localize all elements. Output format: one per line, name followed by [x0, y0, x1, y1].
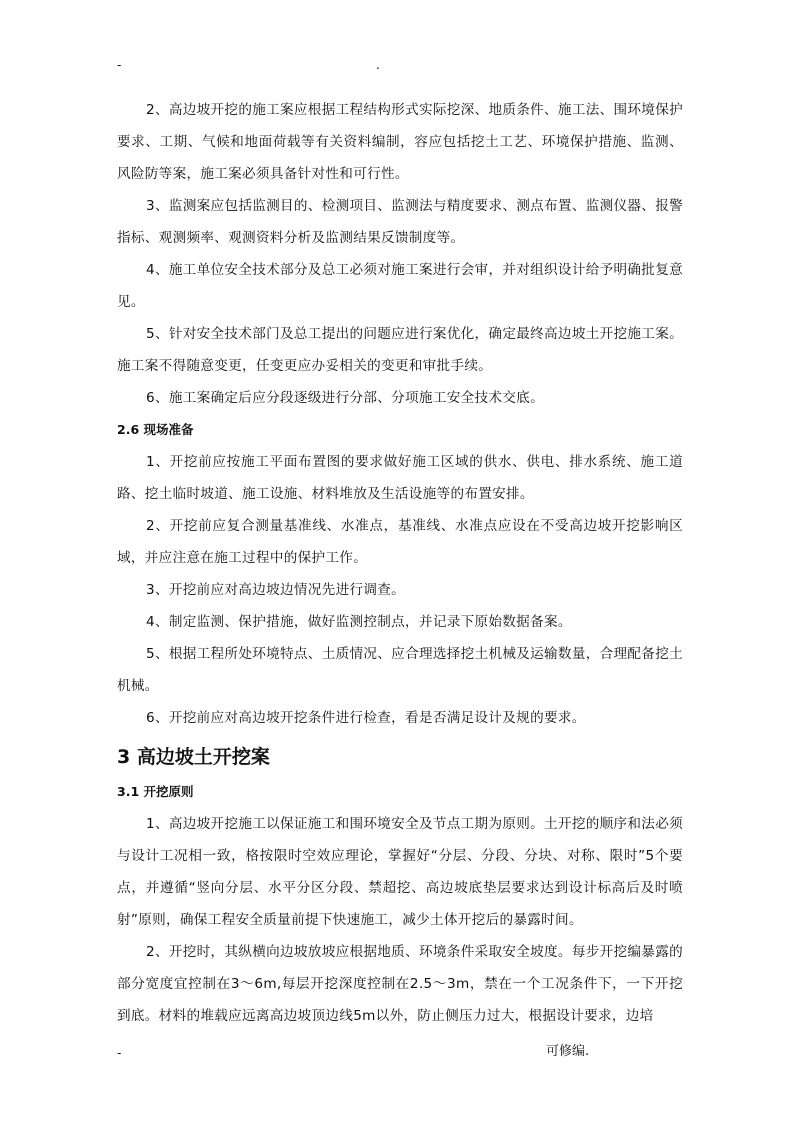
section-heading-3: 3 高边坡土开挖案 — [117, 746, 270, 768]
paragraph-plan-optimization: 5、针对安全技术部门及总工提出的问题应进行案优化，确定最终高边坡土开挖施工案。施工案不得随意变更，任变更应办妥相关的变更和审批手续。 — [117, 326, 683, 374]
paragraph-excavation-principle: 1、高边坡开挖施工以保证施工和围环境安全及节点工期为原则。土开挖的顺序和法必须与设计工况相一致，格按限时空效应理论，掌握好“分层、分段、分块、对称、限时”5个要点，并遵循“竖向分层、水平分区分段、禁超挖、高边坡底垫层要求达到设计标高后及时喷射”原则，确保工程安全质量前提下快速施工，减少土体开挖后的暴露时间。 — [117, 816, 683, 928]
paragraph-condition-check: 6、开挖前应对高边坡开挖条件进行检查，看是否满足设计及规的要求。 — [146, 710, 586, 726]
paragraph-plan-review: 4、施工单位安全技术部分及总工必须对施工案进行会审，并对组织设计给予明确批复意见。 — [117, 262, 683, 310]
paragraph-machinery: 5、根据工程所处环境特点、土质情况、应合理选择挖土机械及运输数量，合理配备挖土机械。 — [117, 646, 683, 694]
paragraph-safety-briefing: 6、施工案确定后应分段逐级进行分部、分项施工安全技术交底。 — [146, 390, 544, 406]
section-heading-3-1: 3.1 开挖原则 — [117, 784, 194, 799]
header-left-mark: - — [117, 58, 122, 72]
header-right-mark: . — [376, 58, 380, 72]
footer-editable-note: 可修编. — [546, 1044, 590, 1059]
paragraph-survey-check: 2、开挖前应复合测量基准线、水准点，基准线、水准点应设在不受高边坡开挖影响区域，并应注意在施工过程中的保护工作。 — [117, 518, 683, 566]
paragraph-site-layout: 1、开挖前应按施工平面布置图的要求做好施工区域的供水、供电、排水系统、施工道路、挖土临时坡道、施工设施、材料堆放及生活设施等的布置安排。 — [117, 454, 683, 502]
document-body — [117, 94, 683, 1032]
paragraph-construction-plan: 2、高边坡开挖的施工案应根据工程结构形式实际挖深、地质条件、施工法、围环境保护要求、工期、气候和地面荷载等有关资料编制，容应包括挖土工艺、环境保护措施、监测、风险防等案，施工案必须具备针对性和可行性。 — [117, 102, 683, 182]
paragraph-slope-gradient: 2、开挖时，其纵横向边坡放坡应根据地质、环境条件采取安全坡度。每步开挖编暴露的部分宽度宜控制在3～6m,每层开挖深度控制在2.5～3m，禁在一个工况条件下，一下开挖到底。材料的堆载应远离高边坡顶边线5m以外，防止侧压力过大，根据设计要求，边培 — [117, 944, 683, 1024]
section-heading-2-6: 2.6 现场准备 — [117, 422, 194, 437]
paragraph-slope-survey: 3、开挖前应对高边坡边情况先进行调查。 — [146, 582, 406, 598]
footer-left-mark: - — [117, 1046, 122, 1060]
paragraph-monitoring-plan: 3、监测案应包括监测目的、检测项目、监测法与精度要求、测点布置、监测仪器、报警指标、观测频率、观测资料分析及监测结果反馈制度等。 — [117, 198, 683, 246]
paragraph-monitoring-points: 4、制定监测、保护措施，做好监测控制点，并记录下原始数据备案。 — [146, 614, 572, 630]
